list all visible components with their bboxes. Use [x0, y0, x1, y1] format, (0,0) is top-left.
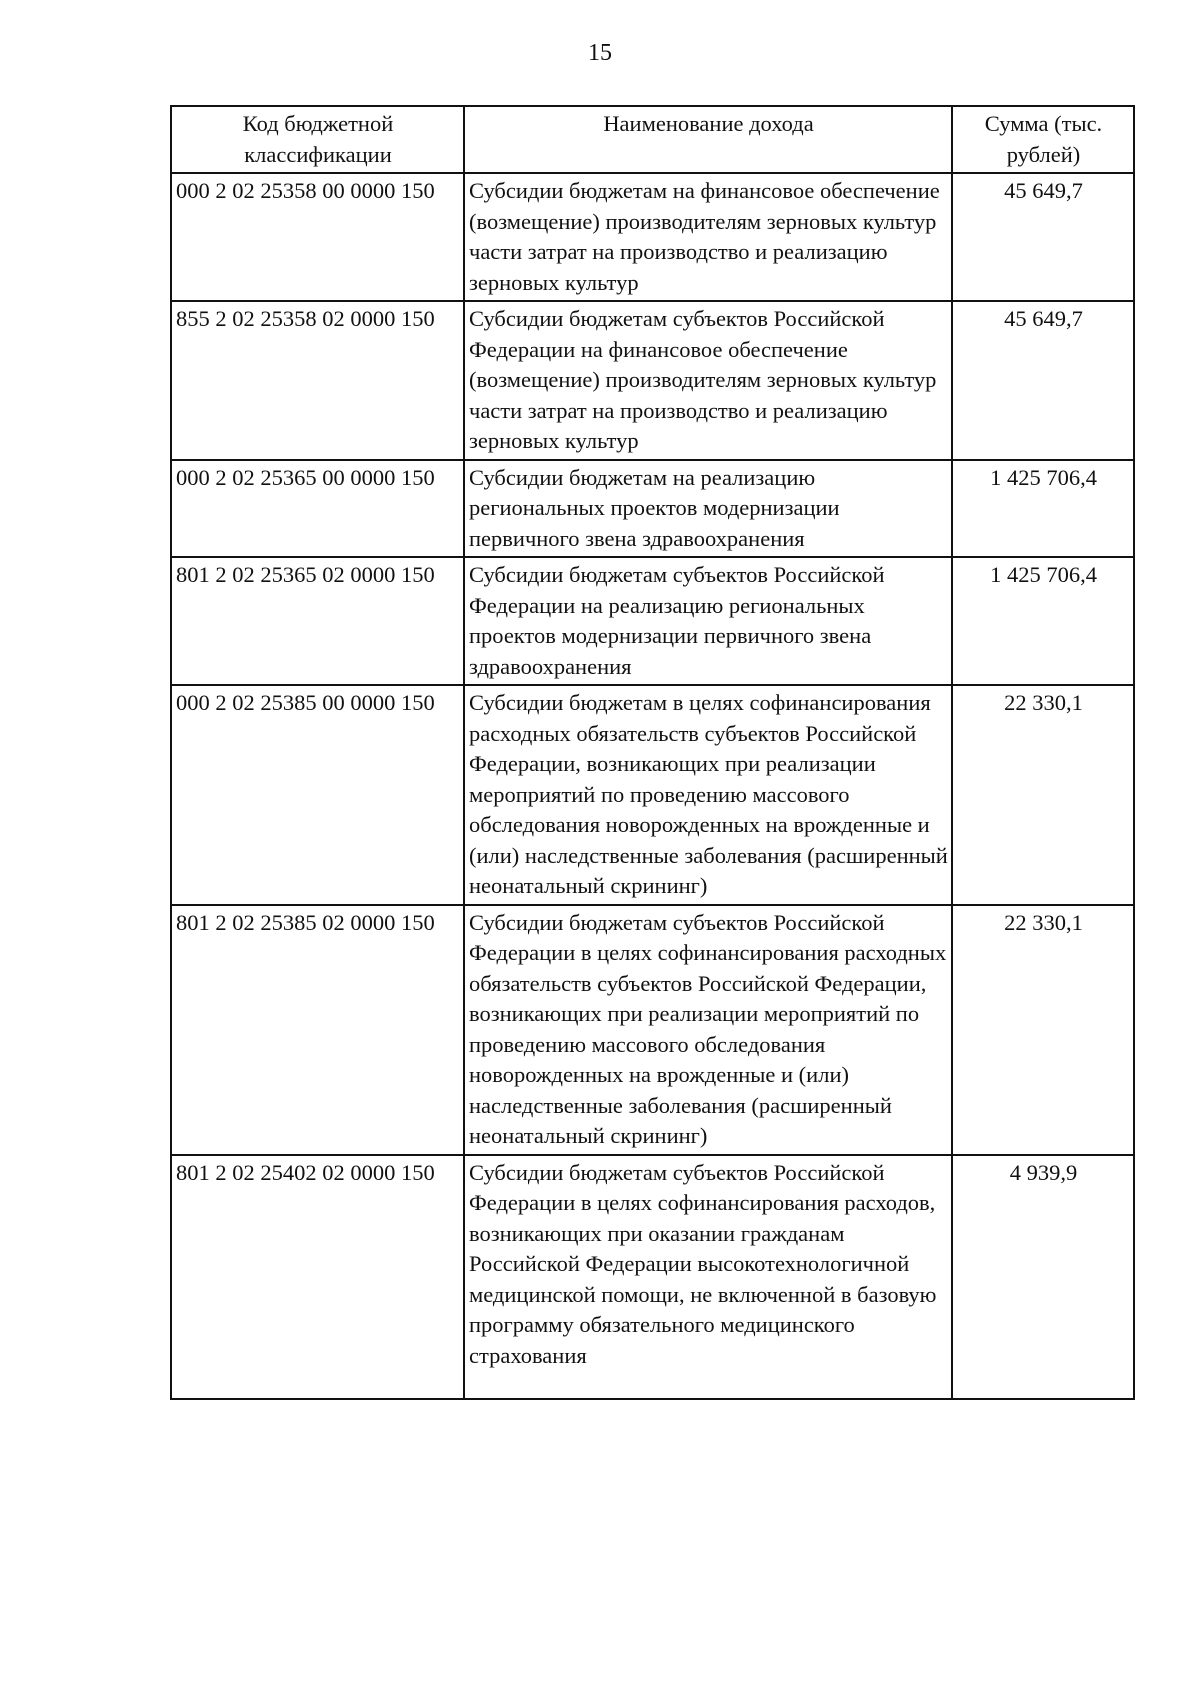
revenue-sum: 1 425 706,4 [952, 460, 1134, 558]
budget-code: 801 2 02 25385 02 0000 150 [171, 905, 464, 1155]
header-sum: Сумма (тыс. рублей) [952, 106, 1134, 173]
revenue-table [170, 105, 1135, 1400]
budget-code: 000 2 02 25365 00 0000 150 [171, 460, 464, 558]
page-number: 15 [588, 40, 612, 66]
table-row [171, 905, 1134, 1155]
table-header-row [171, 106, 1134, 173]
revenue-sum: 4 939,9 [952, 1155, 1134, 1399]
table-row [171, 301, 1134, 460]
table-row [171, 460, 1134, 558]
revenue-sum: 22 330,1 [952, 685, 1134, 905]
revenue-sum: 45 649,7 [952, 173, 1134, 301]
revenue-name: Субсидии бюджетам субъектов Российской Федерации в целях софинансирования расходов, возникающих при оказании гражданам Российской Федерации высокотехнологичной медицинской помощи, не включенной в базовую программу обязательного медицинского страхования [464, 1155, 952, 1399]
budget-code: 000 2 02 25385 00 0000 150 [171, 685, 464, 905]
revenue-name: Субсидии бюджетам в целях софинансирования расходных обязательств субъектов Российской Федерации, возникающих при реализации мероприятий по проведению массового обследования новорожденных на врожденные и (или) наследственные заболевания (расширенный неонатальный скрининг) [464, 685, 952, 905]
table-row [171, 685, 1134, 905]
revenue-name: Субсидии бюджетам субъектов Российской Федерации на финансовое обеспечение (возмещение) производителям зерновых культур части затрат на производство и реализацию зерновых культур [464, 301, 952, 460]
budget-code: 855 2 02 25358 02 0000 150 [171, 301, 464, 460]
revenue-name: Субсидии бюджетам на финансовое обеспечение (возмещение) производителям зерновых культур части затрат на производство и реализацию зерновых культур [464, 173, 952, 301]
revenue-name: Субсидии бюджетам субъектов Российской Федерации на реализацию региональных проектов модернизации первичного звена здравоохранения [464, 557, 952, 685]
budget-code: 801 2 02 25402 02 0000 150 [171, 1155, 464, 1399]
revenue-sum: 22 330,1 [952, 905, 1134, 1155]
revenue-name: Субсидии бюджетам субъектов Российской Федерации в целях софинансирования расходных обязательств субъектов Российской Федерации, возникающих при реализации мероприятий по проведению массового обследования новорожденных на врожденные и (или) наследственные заболевания (расширенный неонатальный скрининг) [464, 905, 952, 1155]
revenue-sum: 45 649,7 [952, 301, 1134, 460]
revenue-name: Субсидии бюджетам на реализацию региональных проектов модернизации первичного звена здравоохранения [464, 460, 952, 558]
table-row [171, 557, 1134, 685]
header-name: Наименование дохода [464, 106, 952, 173]
budget-code: 801 2 02 25365 02 0000 150 [171, 557, 464, 685]
revenue-sum: 1 425 706,4 [952, 557, 1134, 685]
header-code: Код бюджетной классификации [171, 106, 464, 173]
table-row [171, 1155, 1134, 1399]
table-row [171, 173, 1134, 301]
budget-code: 000 2 02 25358 00 0000 150 [171, 173, 464, 301]
